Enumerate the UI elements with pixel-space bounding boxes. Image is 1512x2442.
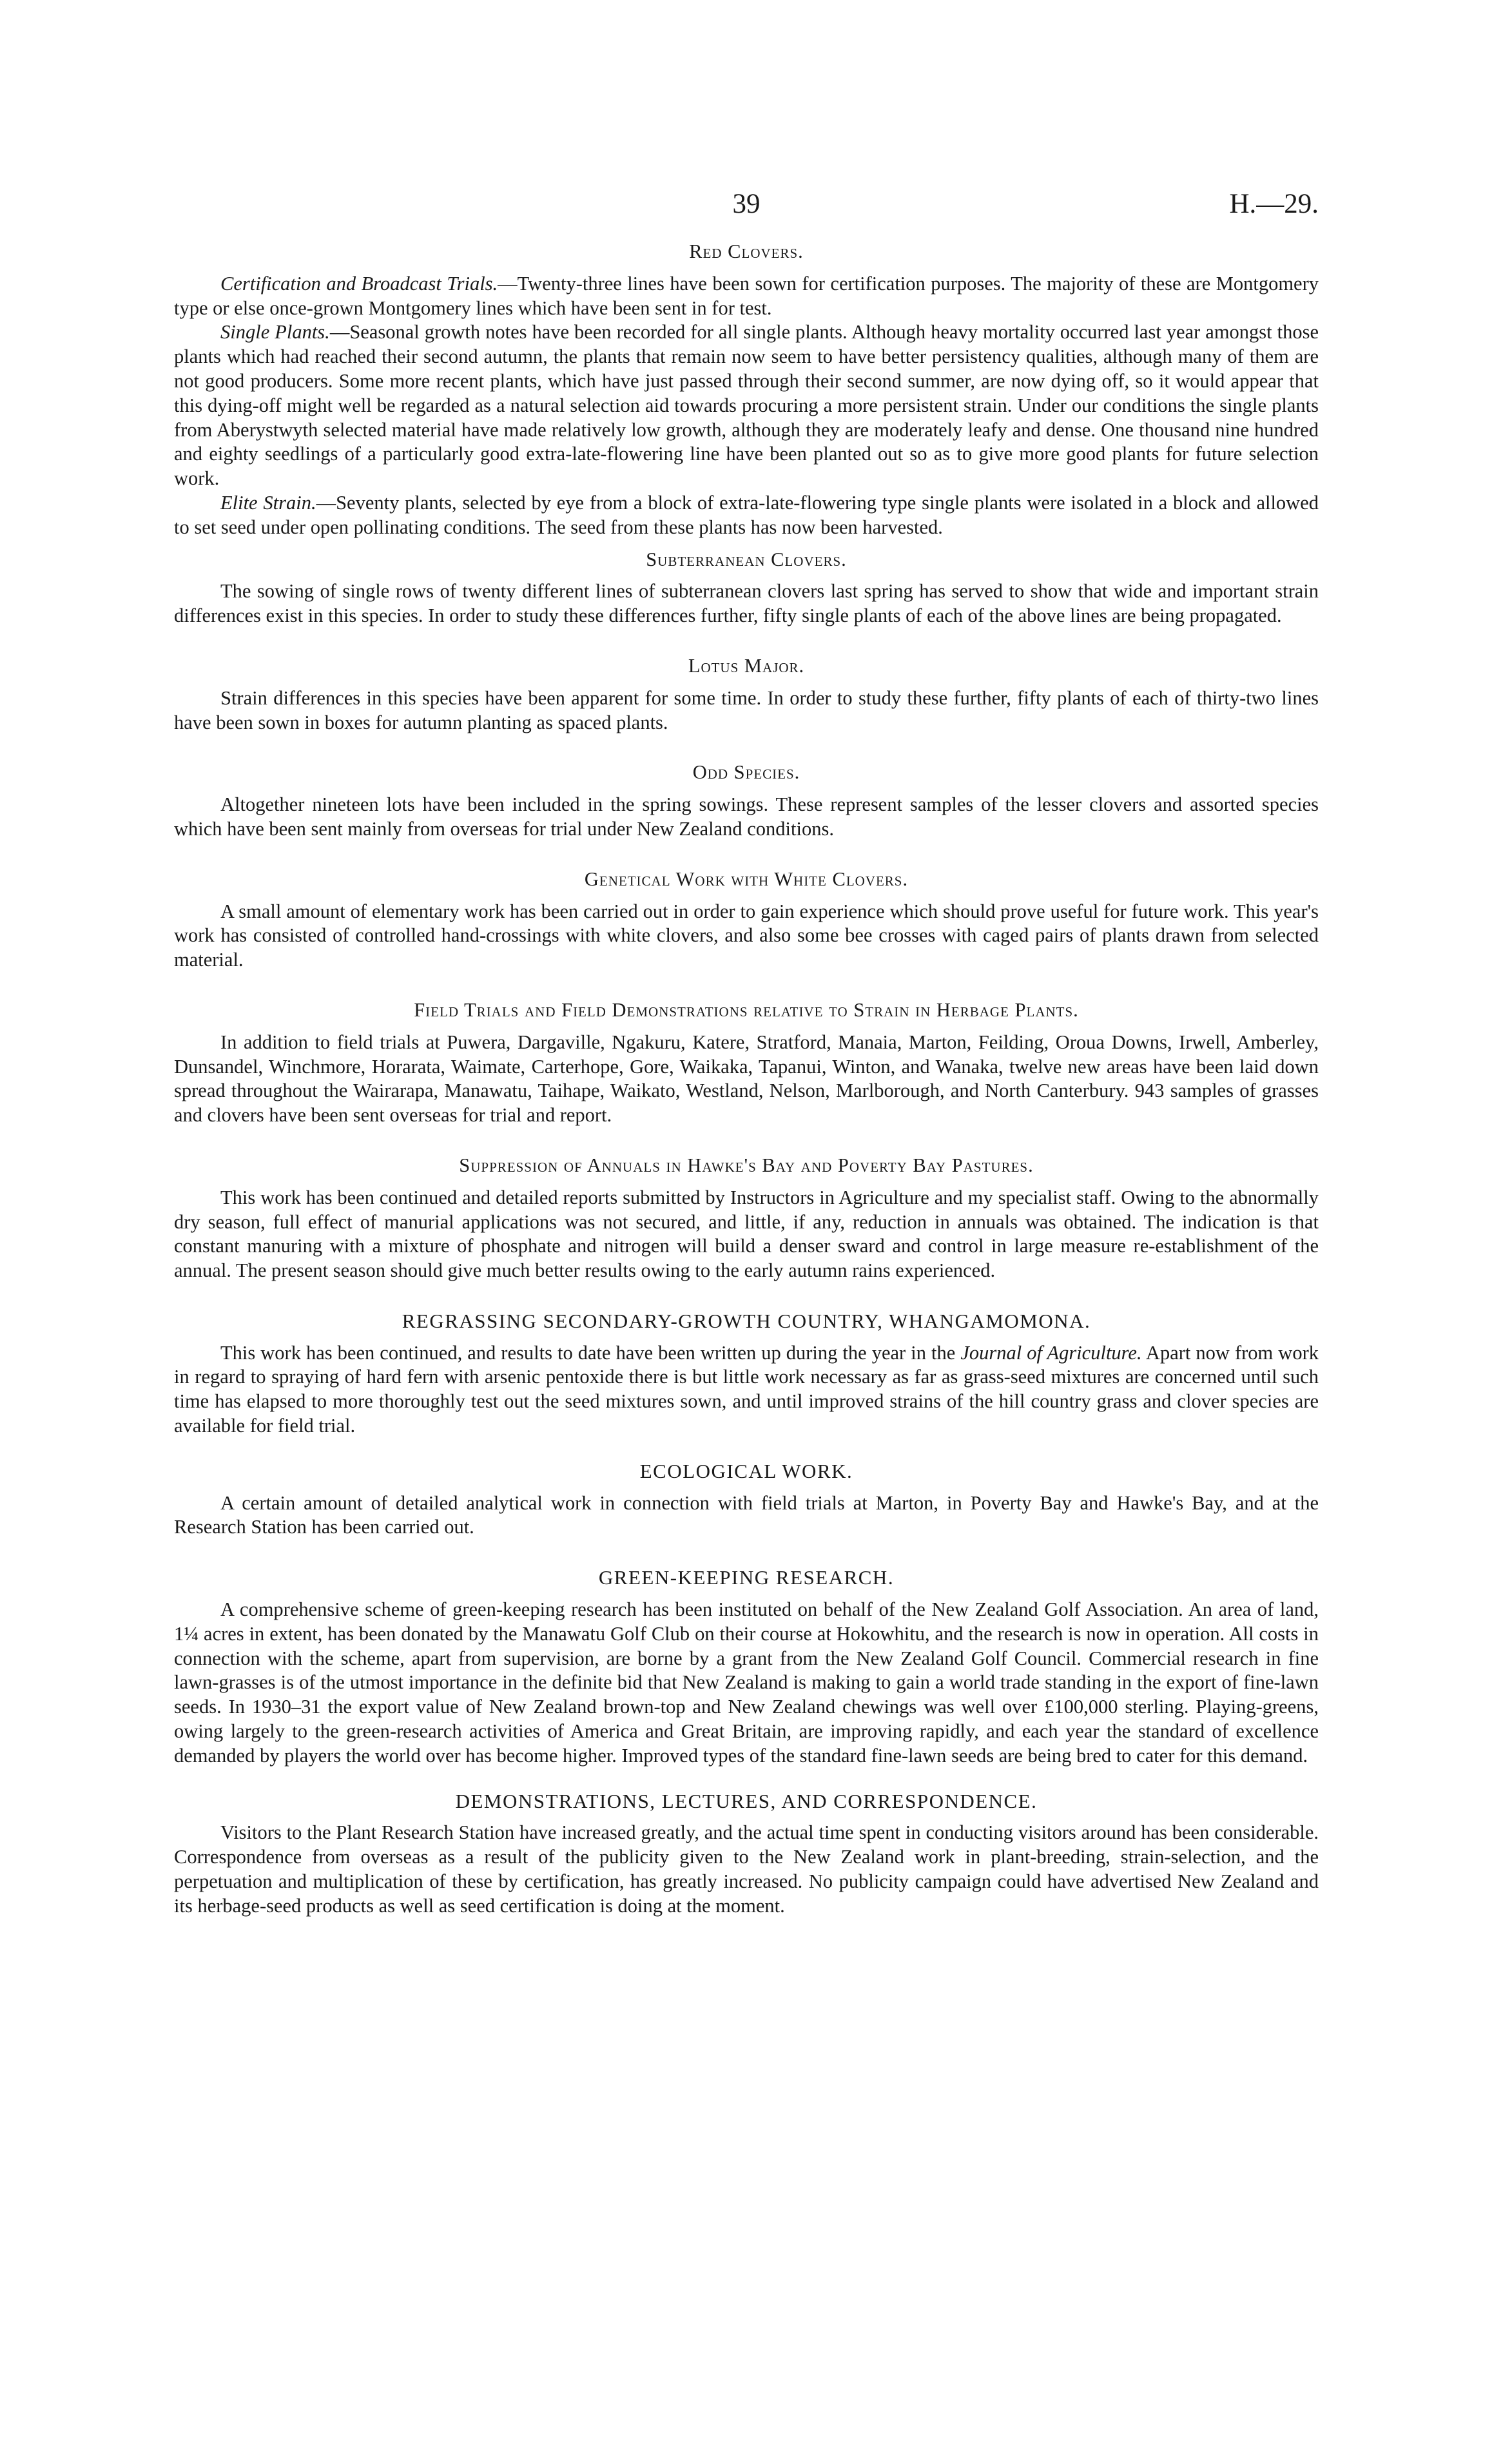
paragraph: The sowing of single rows of twenty different lines of subterranean clovers last spring has served to show that wide and important strain differences exist in this species. In order to study these differences further, fifty single plants of each of the above lines are being propagated.: [174, 580, 1319, 627]
paragraph-text: —Seventy plants, selected by eye from a block of extra-late-flowering type single plants were isolated in a block and allowed to set seed under open pollinating conditions. The seed from these plants has now been harvested.: [174, 491, 1319, 538]
section-field-trials: [174, 998, 1319, 1128]
paragraph: A comprehensive scheme of green-keeping research has been instituted on behalf of the New Zealand Golf Association. An area of land, 1¼ acres in extent, has been donated by the Manawatu Golf Club on their course at Hokowhitu, and the research is now in operation. All costs in connection with the scheme, apart from supervision, are borne by a grant from the New Zealand Golf Council. Commercial research in fine lawn-grasses is of the utmost importance in the definite bid that New Zealand is making to gain a world trade standing in the export of fine-lawn seeds. In 1930–31 the export value of New Zealand brown-top and New Zealand chewings was well over £100,000 sterling. Playing-greens, owing largely to the green-research activities of America and Great Britain, are improving rapidly, and each year the standard of excellence demanded by players the world over has become higher. Improved types of the standard fine-lawn seeds are being bred to cater for this demand.: [174, 1598, 1319, 1767]
section-title: Genetical Work with White Clovers.: [584, 867, 909, 890]
section-title: REGRASSING SECONDARY-GROWTH COUNTRY, WHANGAMOMONA.: [402, 1309, 1091, 1332]
paragraph-text: —Twenty-three lines have been sown for certification purposes. The majority of these are Montgomery type or else once-grown Montgomery lines which have been sent in for test.: [174, 272, 1319, 319]
section-odd-species: [174, 761, 1319, 841]
page-header: [174, 188, 1319, 227]
section-title: Lotus Major.: [688, 654, 805, 677]
paragraph: [174, 272, 1319, 321]
section-title: Field Trials and Field Demonstrations relative to Strain in Herbage Plants.: [414, 998, 1079, 1021]
page-body: [174, 240, 1319, 1919]
paragraph-text: This work has been continued, and results to date have been written up during the year in the: [220, 1341, 961, 1364]
paragraph: In addition to field trials at Puwera, Dargaville, Ngakuru, Katere, Stratford, Manaia, Marton, Feilding, Oroua Downs, Irwell, Amberley, Dunsandel, Winchmore, Horarata, Waimate, Carterhope, Gore, Waikaka, Tapanui, Winton, and Wanaka, twelve new areas have been laid down spread throughout the Wairarapa, Manawatu, Taihape, Waikato, Westland, Nelson, Marlborough, and North Canterbury. 943 samples of grasses and clovers have been sent overseas for trial and report.: [174, 1031, 1319, 1127]
section-ecological-work: [174, 1459, 1319, 1540]
section-green-keeping: [174, 1565, 1319, 1768]
paragraph-text: Apart now from work in regard to spraying of hard fern with arsenic pentoxide there is but little work necessary as far as grass-seed mixtures are concerned until such time has elapsed to more thoroughly test out the seed mixtures sown, and until improved strains of the hill country grass and clover species are available for field trial.: [174, 1341, 1319, 1437]
paragraph: A certain amount of detailed analytical work in connection with field trials at Marton, in Poverty Bay and Hawke's Bay, and at the Research Station has been carried out.: [174, 1491, 1319, 1538]
paragraph: Visitors to the Plant Research Station have increased greatly, and the actual time spent in conducting visitors around has been considerable. Correspondence from overseas as a result of the publicity given to the New Zealand work in plant-breeding, strain-selection, and the perpetuation and multiplication of these by certification, has greatly increased. No publicity campaign could have advertised New Zealand and its herbage-seed products as well as seed certification is doing at the moment.: [174, 1821, 1319, 1917]
journal-title: Journal of Agriculture.: [960, 1341, 1142, 1364]
section-suppression-of-annuals: [174, 1154, 1319, 1283]
paragraph-lead: Single Plants.: [220, 321, 330, 344]
paragraph: Strain differences in this species have been apparent for some time. In order to study these further, fifty plants of each of thirty-two lines have been sown in boxes for autumn planting as spaced plants.: [174, 686, 1319, 733]
section-regrassing: [174, 1309, 1319, 1439]
paragraph: Altogether nineteen lots have been included in the spring sowings. These represent samples of the lesser clovers and assorted species which have been sent mainly from overseas for trial under New Zealand conditions.: [174, 793, 1319, 840]
paragraph-text: —Seasonal growth notes have been recorded for all single plants. Although heavy mortality occurred last year amongst those plants which had reached their second autumn, the plants that remain now seem to have better persistency qualities, although many of them are not good producers. Some more recent plants, which have just passed through their second summer, are now dying off, so it would appear that this dying-off might well be regarded as a natural selection aid towards procuring a more persistent strain. Under our conditions the single plants from Aberystwyth selected material have made relatively low growth, although they are moderately leafy and dense. One thousand nine hundred and eighty seedlings of a particularly good extra-late-flowering line have been planted out so as to give more good plants for future selection work.: [174, 321, 1319, 490]
section-title: ECOLOGICAL WORK.: [639, 1459, 853, 1482]
section-title: Subterranean Clovers.: [646, 548, 847, 570]
section-title: Suppression of Annuals in Hawke's Bay and Poverty Bay Pastures.: [459, 1154, 1034, 1176]
paragraph: [174, 1341, 1319, 1439]
document-reference: H.—29.: [1229, 189, 1319, 219]
paragraph: This work has been continued and detailed reports submitted by Instructors in Agriculture and my specialist staff. Owing to the abnormally dry season, full effect of manurial applications was not secured, and little, if any, reduction in annuals was obtained. The indication is that constant manuring with a mixture of phosphate and nitrogen will build a denser sward and control in large measure re-establishment of the annual. The present season should give much better results owing to the early autumn rains experienced.: [174, 1186, 1319, 1282]
section-title: DEMONSTRATIONS, LECTURES, AND CORRESPONDENCE.: [455, 1789, 1038, 1812]
paragraph: A small amount of elementary work has been carried out in order to gain experience which should prove useful for future work. This year's work has consisted of controlled hand-crossings with white clovers, and also some bee crosses with caged pairs of plants drawn from selected material.: [174, 900, 1319, 971]
section-lotus-major: [174, 654, 1319, 735]
section-subterranean-clovers: [174, 548, 1319, 628]
section-title: Red Clovers.: [689, 240, 804, 262]
paragraph-lead: Certification and Broadcast Trials.: [220, 272, 498, 295]
section-title: Odd Species.: [692, 761, 800, 784]
paragraph: [174, 320, 1319, 491]
page-number: 39: [732, 189, 761, 219]
section-title: GREEN-KEEPING RESEARCH.: [598, 1566, 895, 1589]
section-red-clovers: [174, 240, 1319, 540]
paragraph-lead: Elite Strain.: [220, 491, 316, 514]
section-demonstrations: [174, 1789, 1319, 1919]
paragraph: [174, 491, 1319, 540]
section-genetical-work: [174, 867, 1319, 973]
